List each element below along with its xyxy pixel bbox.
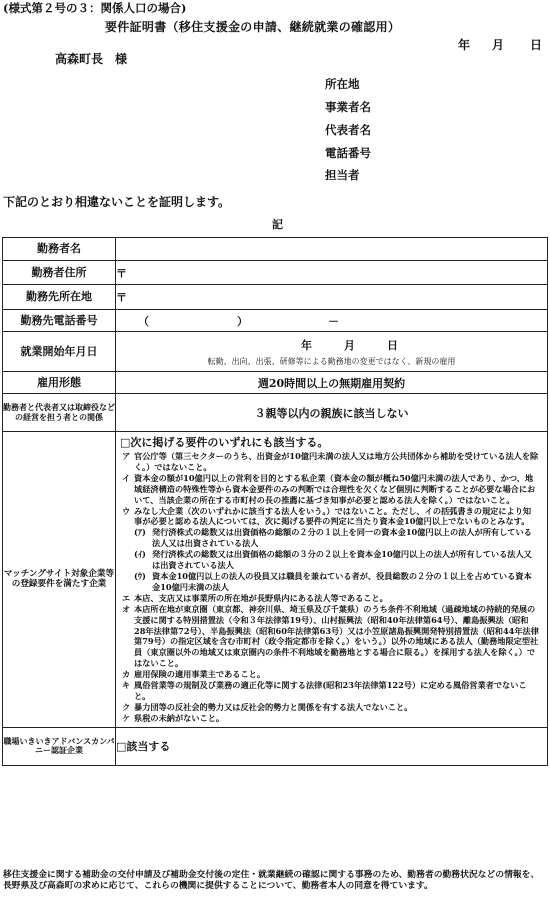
row-workplace [3,285,548,310]
sub-requirement-item [134,527,539,549]
requirement-item [122,604,539,669]
requirement-text: 発行済株式の総数又は出資価格の総額の３分の２以上を資本金10億円以上の法人が所有している法人又は出資されている法人 [152,549,532,571]
worker-address-field[interactable] [116,261,548,285]
requirement-text: 資本金の額が10億円以上の営利を目的とする私企業（資本金の額が概ね50億円未満の法人であり、かつ、地域経済構造の特殊性等から資本金要件のみの判断では合理性を欠くなど個別に判断することが必要な場合において、当該企業の所在する市町村の長の推薦に基づき知事が必要と認める法人を除く。）ではないこと。 [134,472,536,505]
requirement-item [122,473,539,506]
requirement-key: カ [122,669,131,680]
requirement-item [122,451,539,473]
phone-open-paren: （ [138,314,149,328]
requirement-key: ケ [122,712,131,723]
row-start-date [3,332,548,372]
ki-heading: 記 [272,218,283,231]
row-worker-address [3,261,548,285]
start-date-note: 転勤、出向、出張、研修等による勤務地の変更ではなく、新規の雇用 [207,356,456,366]
requirement-form-table [2,237,548,766]
requirement-list [116,451,547,724]
requirement-key: キ [122,680,131,691]
row-relation [3,394,548,432]
workplace-phone-field[interactable] [116,310,548,332]
row-advance [3,727,548,765]
advance-label: 職場いきいきアドバンスカンパニー認証企業 [3,727,116,765]
workplace-phone-label: 勤務先電話番号 [3,310,116,332]
employment-value: 週20時間以上の無期雇用契約 [116,372,548,394]
row-employment [3,372,548,394]
matching-label: マッチングサイト対象企業等の登録要件を満たす企業 [3,432,116,728]
postal-mark: 〒 [116,266,127,280]
applicant-business-label: 事業者名 [325,100,371,114]
postal-mark: 〒 [116,291,127,304]
relation-value: ３親等以内の親族に該当しない [116,394,548,432]
worker-name-field[interactable] [116,238,548,261]
sub-requirement-item [134,549,539,571]
applicant-contact-label: 担当者 [325,168,360,182]
document-title: 要件証明書（移住支援金の申請、継続就業の確認用） [105,20,401,34]
form-number: (様式第２号の３：関係人口の場合) [3,1,187,15]
start-date-field[interactable] [116,332,548,372]
requirement-text: みなし大企業（次のいずれかに該当する法人をいう。）ではないこと。ただし、イの括弧書きの規定により知事が必要と認める法人については、次に掲げる要件の判定に当たり資本金10億円以上でないものとみなす。 [134,505,532,527]
start-year: 年 [301,338,312,352]
requirement-text: 官公庁等（第三セクターのうち、出資金が10億円未満の法人又は地方公共団体から補助を受けている法人を除く。）ではないこと。 [134,451,539,472]
matching-checkbox[interactable]: □次に掲げる要件のいずれにも該当する。 [120,436,329,449]
date-day: 日 [530,38,543,52]
workplace-field[interactable] [116,285,548,310]
requirement-key: (ｳ) [134,570,146,581]
requirement-item [122,593,539,604]
phone-dash: － [328,314,339,328]
matching-requirements [116,432,548,728]
requirement-text: 本店、支店又は事業所の所在地が長野県内にある法人等であること。 [134,592,388,603]
requirement-item [122,713,539,724]
consent-footer: 移住支援金に関する補助金の交付申請及び補助金交付後の定住・就業継続の確認に関する事務のため、勤務者の勤務状況などの情報を、長野県及び高森町の求めに応じて、これらの機関に提供することについて、勤務者本人の同意を得ています。 [3,870,540,892]
start-month: 月 [344,338,355,352]
declaration: 下記のとおり相違ないことを証明します。 [3,195,231,209]
workplace-label: 勤務先所在地 [3,285,116,310]
requirement-key: ウ [122,505,131,516]
requirement-key: イ [122,472,131,483]
requirement-text: 暴力団等の反社会的勢力又は反社会的勢力と関係を有する法人でないこと。 [134,701,413,712]
requirement-key: エ [122,592,131,603]
requirement-key: オ [122,603,131,614]
sub-requirement-item [134,571,539,593]
applicant-location-label: 所在地 [325,77,360,91]
requirement-text: 風俗営業等の規制及び業務の適正化等に関する法律(昭和23年法律第122号）に定める風俗営業者でないこと。 [134,680,527,701]
start-day: 日 [387,338,398,352]
phone-close-paren: ） [237,314,248,328]
row-matching [3,432,548,728]
row-worker-name [3,238,548,261]
requirement-item [122,669,539,680]
requirement-text: 県税の未納がないこと。 [134,712,225,723]
requirement-key: (ｱ) [134,527,146,538]
row-workplace-phone [3,310,548,332]
addressee: 高森町長 様 [55,52,128,66]
requirement-text: 雇用保険の適用事業主であること。 [134,669,266,680]
worker-address-label: 勤務者住所 [3,261,116,285]
requirement-item [122,680,539,702]
requirement-key: (ｲ) [134,549,146,560]
requirement-text: 資本金10億円以上の法人の役員又は職員を兼ねている者が、役員総数の２分の１以上を占めている資本金10億円未満の法人 [152,570,532,592]
date-month: 月 [492,38,505,52]
applicant-representative-label: 代表者名 [325,123,371,137]
requirement-text: 発行済株式の総数又は出資価格の総額の２分の１以上を同一の資本金10億円以上の法人が所有している法人又は出資されている法人 [152,527,532,549]
date-year: 年 [458,38,471,52]
requirement-item [122,702,539,713]
employment-label: 雇用形態 [3,372,116,394]
requirement-key: ア [122,451,131,461]
applicant-phone-label: 電話番号 [325,146,371,160]
worker-name-label: 勤務者名 [3,238,116,261]
requirement-key: ク [122,701,131,712]
advance-checkbox[interactable]: □該当する [116,727,548,765]
requirement-text: 本店所在地が東京圏（東京都、神奈川県、埼玉県及び千葉県）のうち条件不利地域（過疎地域の持続的発展の支援に関する特別措置法（令和３年法律第19号）、山村振興法（昭和40年法律第64号）、離島振興法（昭和28年法律第72号）、半島振興法（昭和60年法律第63号）又は小笠原諸島振興開発特別措置法（昭和44年法律第79号）の指定区域を含む市町村（政令指定都市を除く。）をいう。）以外の地域にある法人（勤務地限定型社員（東京圏以外の地域又は東京圏内の条件不利地域を勤務地とする場合に限る。）を採用する法人を除く。）ではないこと。 [134,603,539,669]
requirement-item [122,506,539,528]
start-date-label: 就業開始年月日 [3,332,116,372]
relation-label: 勤務者と代表者又は取締役などの経営を担う者との関係 [3,394,116,432]
